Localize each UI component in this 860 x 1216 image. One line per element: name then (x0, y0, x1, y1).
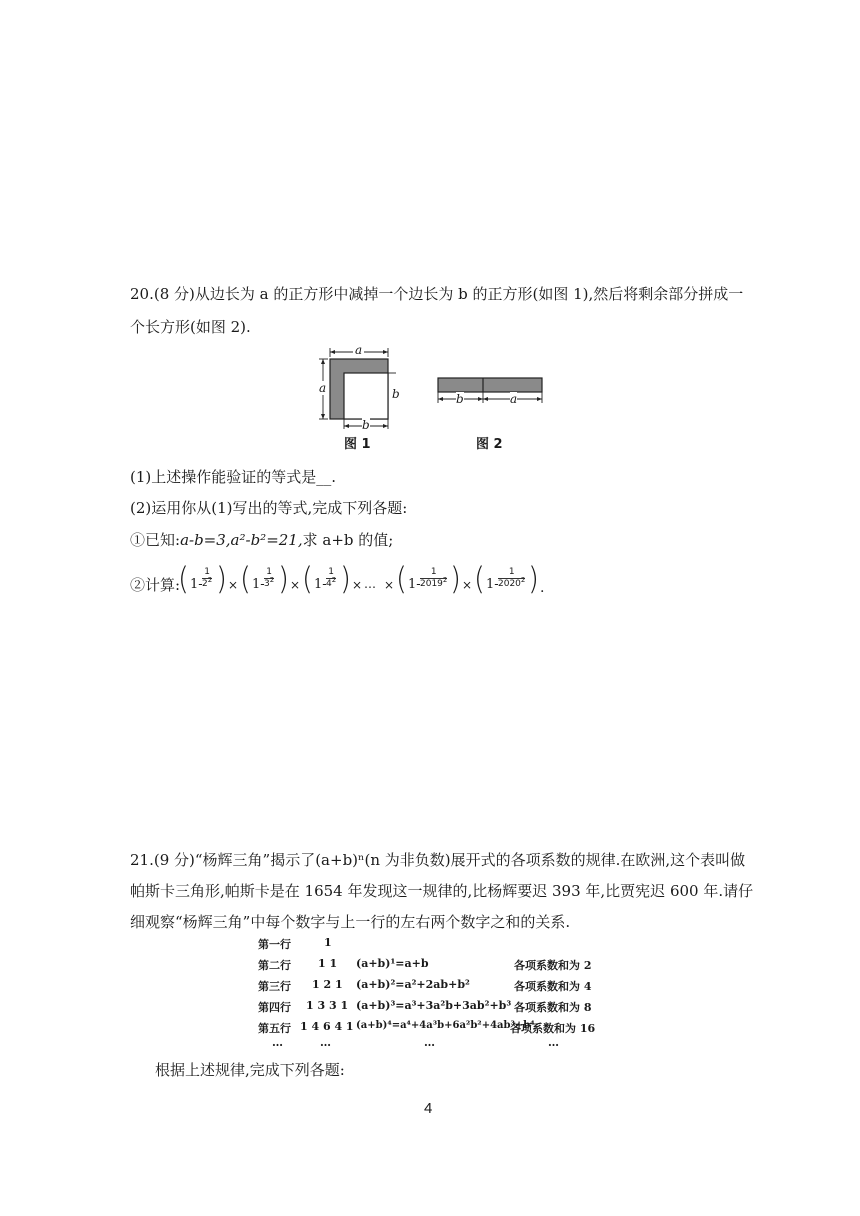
row2-name: 第二行 (258, 959, 291, 972)
fig2-label-a: a (510, 392, 518, 406)
fig2-caption: 图 2 (476, 437, 503, 452)
fig1-caption: 图 1 (344, 437, 371, 452)
ellipsis-4: … (548, 1036, 559, 1049)
q20-item2-prefix: ②计算: (130, 576, 181, 594)
row4-expansion: (a+b)³=a³+3a²b+3ab²+b³ (356, 999, 512, 1012)
q21-instruction: 根据上述规律,完成下列各题: (155, 1061, 345, 1079)
row2-nums: 1 1 (318, 957, 338, 970)
page-number: 4 (424, 1100, 433, 1117)
row5-sum: 各项系数和为 16 (510, 1022, 596, 1035)
q20-line1: 20.(8 分)从边长为 a 的正方形中减掉一个边长为 b 的正方形(如图 1),然后将剩余部分拼成一 (130, 285, 744, 303)
row5-expansion: (a+b)⁴=a⁴+4a³b+6a²b²+4ab³+b⁴ (356, 1020, 535, 1031)
row2-sum: 各项系数和为 2 (514, 959, 592, 972)
ellipsis-3: … (424, 1036, 435, 1049)
q20-item1 (130, 529, 393, 550)
q20-part2: (2)运用你从(1)写出的等式,完成下列各题: (130, 499, 408, 517)
row3-expansion: (a+b)²=a²+2ab+b² (356, 978, 470, 991)
ellipsis-2: … (320, 1036, 331, 1049)
q21-line1: 21.(9 分)“杨辉三角”揭示了(a+b)ⁿ(n 为非负数)展开式的各项系数的规律.在欧洲,这个表叫做 (130, 851, 746, 869)
row4-nums: 1 3 3 1 (306, 999, 349, 1012)
fig1-label-b-bottom: b (362, 418, 370, 432)
q21-line2: 帕斯卡三角形,帕斯卡是在 1654 年发现这一规律的,比杨辉要迟 393 年,比贾宪迟 600 年.请仔 (130, 882, 754, 900)
q20-figures (310, 345, 560, 455)
row5-name: 第五行 (258, 1022, 291, 1035)
row4-sum: 各项系数和为 8 (514, 1001, 592, 1014)
yang-hui-triangle-table (258, 930, 618, 1055)
fig1-label-b-right: b (392, 387, 400, 401)
row3-sum: 各项系数和为 4 (514, 980, 592, 993)
row4-name: 第四行 (258, 1001, 291, 1014)
row5-nums: 1 4 6 4 1 (300, 1020, 354, 1033)
q20-line2: 个长方形(如图 2). (130, 318, 251, 336)
row1-nums: 1 (324, 936, 332, 949)
q20-item1-prefix: ①已知: (130, 531, 181, 549)
row3-name: 第三行 (258, 980, 291, 993)
fig1-small-square (344, 373, 388, 419)
q21-line3: 细观察“杨辉三角”中每个数字与上一行的左右两个数字之和的关系. (130, 913, 571, 931)
row3-nums: 1 2 1 (312, 978, 343, 991)
q20-item1-expr: a-b=3,a²-b²=21, (180, 531, 303, 549)
fig1-label-a-left: a (319, 381, 327, 395)
q20-item1-suffix: 求 a+b 的值; (302, 531, 394, 549)
fig1-label-a-top: a (355, 343, 363, 357)
ellipsis-1: … (272, 1036, 283, 1049)
row2-expansion: (a+b)¹=a+b (356, 957, 429, 970)
row1-name: 第一行 (258, 938, 291, 951)
q20-part1: (1)上述操作能验证的等式是__. (130, 468, 337, 486)
fig2-rectangle (438, 378, 542, 392)
fig2-label-b: b (456, 392, 464, 406)
